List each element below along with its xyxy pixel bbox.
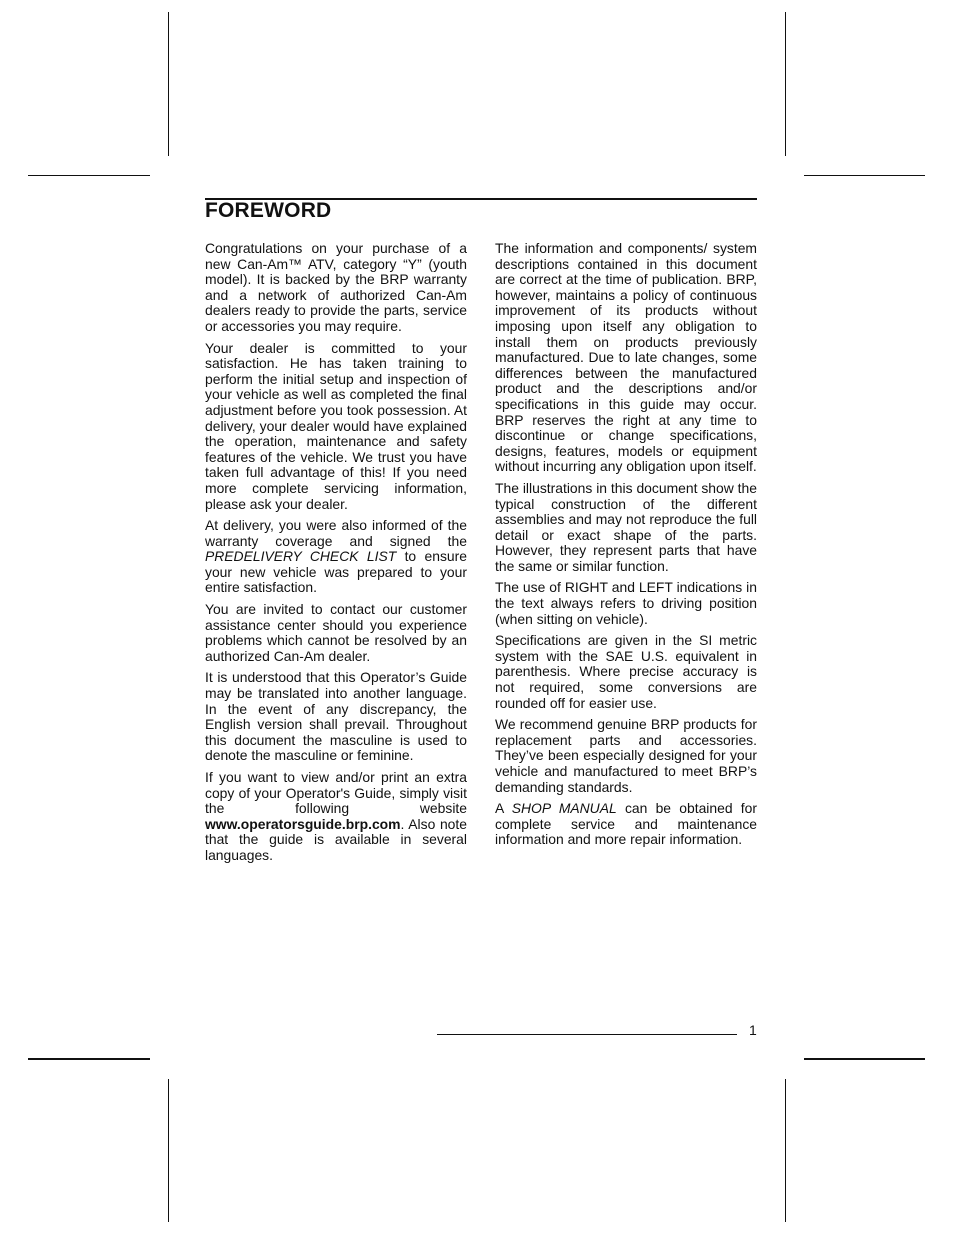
- paragraph-specifications: Specifications are given in the SI metric system with the SAE U.S. equivalent in parenthesis. Where precise accuracy is not required, some conversions are rounded off for easier use.: [495, 632, 757, 711]
- website-link[interactable]: www.operatorsguide.brp.com: [205, 815, 401, 832]
- page-number: 1: [749, 1022, 757, 1038]
- paragraph-dealer-commitment: Your dealer is committed to your satisfaction. He has taken training to perform the initial setup and inspection of your vehicle as well as completed the final adjustment before you took possession. At delivery, your dealer would have explained the operation, maintenance and safety features of the vehicle. We trust you have taken full advantage of this! If you need more complete servicing information, please ask your dealer.: [205, 339, 467, 512]
- paragraph-translation: It is understood that this Operator’s Guide may be translated into another language. In the event of any discrepancy, the English version shall prevail. Throughout this document the masculine is used to denote the masculine or feminine.: [205, 669, 467, 764]
- crop-mark-bottom-left-vertical: [168, 1079, 169, 1222]
- paragraph-right-left: The use of RIGHT and LEFT indications in the text always refers to driving position (when sitting on vehicle).: [495, 579, 757, 627]
- left-column: [205, 241, 467, 870]
- shop-manual-term: SHOP MANUAL: [511, 800, 617, 817]
- crop-mark-bottom-right-vertical: [785, 1079, 786, 1222]
- footer-rule: [437, 1034, 737, 1035]
- page-title: FOREWORD: [205, 199, 332, 222]
- crop-mark-top-right-horizontal: [804, 175, 925, 176]
- paragraph-customer-assistance: You are invited to contact our customer assistance center should you experience problems which cannot be resolved by an authorized Can-Am dealer.: [205, 601, 467, 664]
- paragraph-genuine-parts: We recommend genuine BRP products for replacement parts and accessories. They’ve been especially designed for your vehicle and manufactured to meet BRP’s demanding standards.: [495, 716, 757, 795]
- crop-mark-top-left-horizontal: [28, 175, 150, 176]
- paragraph-delivery: At delivery, you were also informed of the warranty coverage and signed the PREDELIVERY CHECK LIST to ensure your new vehicle was prepared to your entire satisfaction.: [205, 517, 467, 596]
- paragraph-illustrations: The illustrations in this document show the typical construction of the different assemblies and may not reproduce the full detail or exact shape of the parts. However, they represent parts that have the same or similar function.: [495, 479, 757, 574]
- paragraph-information: The information and components/ system descriptions contained in this document are correct at the time of publication. BRP, however, maintains a policy of continuous improvement of its products without imposing upon itself any obligation to install them on products previously manufactured. Due to late changes, some differences between the manufactured product and the descriptions and/or specifications in this guide may occur. BRP reserves the right at any time to discontinue or change specifications, designs, features, models or equipment without incurring any obligation upon itself.: [495, 240, 757, 475]
- crop-mark-bottom-left-horizontal: [28, 1058, 150, 1060]
- right-column: [495, 241, 757, 854]
- paragraph-website: If you want to view and/or print an extra copy of your Operator's Guide, simply visit the following website www.operatorsguide.brp.com. Also note that the guide is available in several languages.: [205, 769, 467, 863]
- predelivery-check-list-term: PREDELIVERY CHECK LIST: [205, 548, 397, 565]
- paragraph-congratulations: Congratulations on your purchase of a new Can-Am™ ATV, category “Y” (youth model). It is backed by the BRP warranty and a network of authorized Can-Am dealers ready to provide the parts, service or accessories you may require.: [205, 240, 467, 334]
- crop-mark-top-left-vertical: [168, 12, 169, 156]
- crop-mark-bottom-right-horizontal: [804, 1058, 925, 1060]
- paragraph-shop-manual: A SHOP MANUAL can be obtained for complete service and maintenance information and more repair information.: [495, 800, 757, 848]
- crop-mark-top-right-vertical: [785, 12, 786, 156]
